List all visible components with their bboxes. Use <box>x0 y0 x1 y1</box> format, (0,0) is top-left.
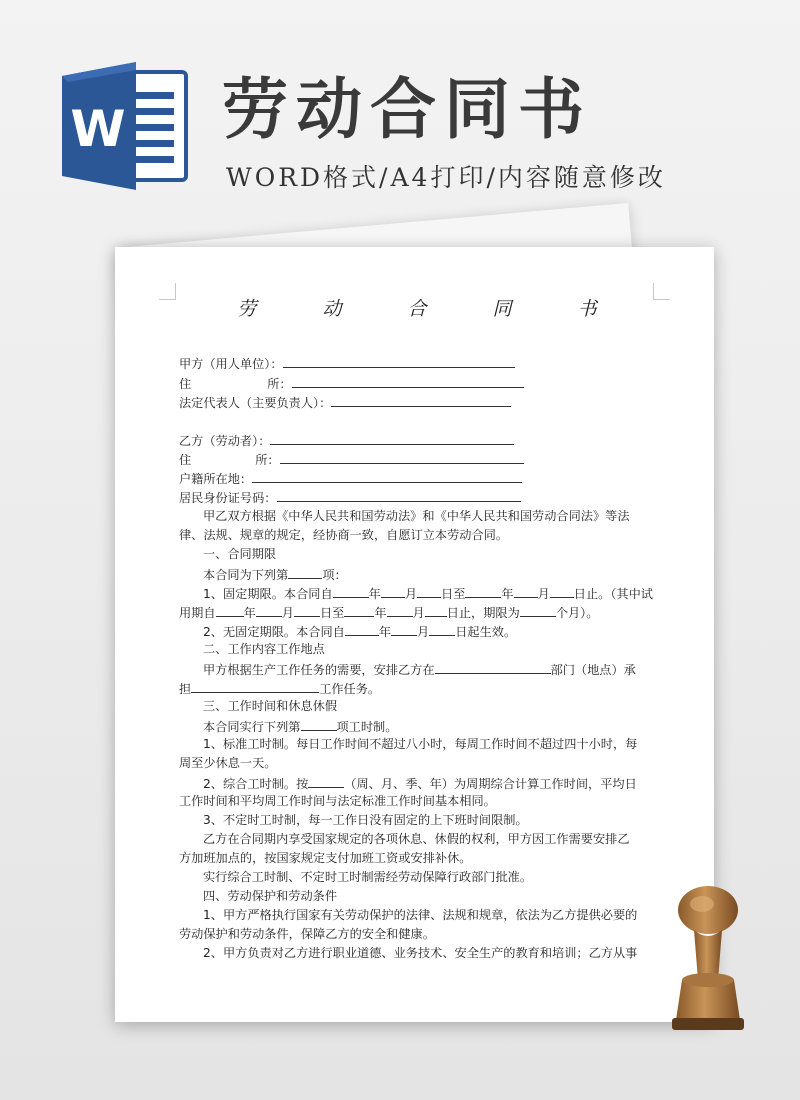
section-4-heading: 四、劳动保护和劳动条件 <box>203 889 338 903</box>
party-a-rep-field[interactable] <box>331 392 511 407</box>
month-label: 月 <box>412 606 425 620</box>
party-b-id-field[interactable] <box>277 487 521 502</box>
probation-start-day-field[interactable] <box>294 602 320 617</box>
s3-approval-line: 实行综合工时制、不定时工时制需经劳动保障行政部门批准。 <box>203 870 533 884</box>
party-b-id-label: 居民身份证号码： <box>179 491 277 505</box>
s2-text-b: 部门（地点）承 <box>550 663 636 677</box>
year-label: 年 <box>368 587 381 601</box>
section-3-heading: 三、工作时间和休息休假 <box>203 699 338 713</box>
document-page <box>115 247 714 1022</box>
probation-end-year-field[interactable] <box>344 602 374 617</box>
probation-months-field[interactable] <box>520 602 556 617</box>
start-year-field[interactable] <box>333 583 369 598</box>
s1-choice-text: 本合同为下列第 <box>203 568 289 582</box>
s1-open-text: 2、无固定期限。本合同自 <box>203 625 345 639</box>
party-b-address-label-2: 所： <box>255 453 280 467</box>
party-a-name-line <box>179 353 515 372</box>
s3-choice-field[interactable] <box>301 716 337 731</box>
banner-subtitle: WORD格式/A4打印/内容随意修改 <box>226 163 666 192</box>
margin-corner-mark <box>653 283 670 300</box>
section-2-heading: 二、工作内容工作地点 <box>203 642 325 656</box>
s2-text-a: 甲方根据生产工作任务的需要，安排乙方在 <box>203 663 435 677</box>
margin-corner-mark <box>159 283 176 300</box>
s1-fixed-text: 1、固定期限。本合同自 <box>203 587 333 601</box>
task-field[interactable] <box>191 678 319 693</box>
open-year-field[interactable] <box>345 621 379 636</box>
cycle-field[interactable] <box>308 773 344 788</box>
party-a-address-label: 住 <box>179 377 192 391</box>
party-b-id-line <box>179 487 521 506</box>
section-1-heading: 一、合同期限 <box>203 547 277 561</box>
s3-choice-line <box>179 716 397 735</box>
party-b-name-line <box>179 430 514 449</box>
s1-open-suffix: 日起生效。 <box>455 625 517 639</box>
month-label: 月 <box>417 625 430 639</box>
probation-end-day-field[interactable] <box>425 602 447 617</box>
s3-flexible-line: 3、不定时工时制，每一工作日没有固定的上下班时间限制。 <box>203 813 528 827</box>
word-logo-letter: W <box>70 100 126 158</box>
s2-line-2 <box>179 678 380 697</box>
party-a-address-label-2: 所： <box>267 377 292 391</box>
banner-title: 劳动合同书 <box>222 71 592 148</box>
open-day-field[interactable] <box>429 621 455 636</box>
end-month-field[interactable] <box>514 583 538 598</box>
s2-line-1 <box>179 659 636 678</box>
party-b-hukou-label: 户籍所在地： <box>179 472 253 486</box>
day-to-label: 日至 <box>441 587 466 601</box>
s4-p1-line-1: 1、甲方严格执行国家有关劳动保护的法律、法规和规章，依法为乙方提供必要的 <box>203 908 638 922</box>
intro-line-2: 律、法规、规章的规定，经协商一致，自愿订立本劳动合同。 <box>179 528 509 542</box>
probation-start-month-field[interactable] <box>256 602 282 617</box>
s3-standard-line-2: 周至少休息一天。 <box>179 756 277 770</box>
party-a-name-label: 甲方（用人单位）： <box>179 357 283 371</box>
open-month-field[interactable] <box>391 621 417 636</box>
party-a-address-field[interactable] <box>292 373 524 388</box>
word-logo-icon <box>62 62 190 190</box>
probation-term-text: 日止，期限为 <box>446 606 520 620</box>
s3-choice-text: 本合同实行下列第 <box>203 720 301 734</box>
document-title: 劳 动 合 同 书 <box>237 298 627 320</box>
s3-standard-line-1: 1、标准工时制。每日工作时间不超过八小时，每周工作时间不超过四十小时，每 <box>203 737 638 751</box>
day-end-label: 日止。（其中试 <box>573 587 653 601</box>
probation-end-month-field[interactable] <box>387 602 413 617</box>
year-label: 年 <box>243 606 256 620</box>
s3-choice-suffix: 项工时制。 <box>336 720 398 734</box>
party-b-name-field[interactable] <box>270 430 514 445</box>
s1-choice-field[interactable] <box>288 564 322 579</box>
s3-rest-line-1: 乙方在合同期内享受国家规定的各项休息、休假的权利，甲方因工作需要安排乙 <box>203 832 630 846</box>
end-day-field[interactable] <box>550 583 574 598</box>
party-b-address-label: 住 <box>179 453 192 467</box>
s2-text-c: 担 <box>179 682 192 696</box>
probation-text: 用期自 <box>179 606 216 620</box>
month-label: 月 <box>281 606 294 620</box>
party-b-address-field[interactable] <box>280 449 524 464</box>
s3-comprehensive-line-1 <box>179 773 637 792</box>
intro-line-1: 甲乙双方根据《中华人民共和国劳动法》和《中华人民共和国劳动合同法》等法 <box>203 509 630 523</box>
s2-text-d: 工作任务。 <box>319 682 381 696</box>
department-field[interactable] <box>435 659 551 674</box>
party-b-hukou-field[interactable] <box>252 468 522 483</box>
month-label: 月 <box>404 587 418 601</box>
party-a-rep-line <box>179 392 511 411</box>
wooden-stamp-icon <box>652 880 762 1040</box>
start-day-field[interactable] <box>417 583 441 598</box>
party-b-hukou-line <box>179 468 522 487</box>
s1-fixed-line-2 <box>179 602 598 621</box>
party-a-address-line <box>179 373 524 392</box>
s4-p1-line-2: 劳动保护和劳动条件，保障乙方的安全和健康。 <box>179 927 435 941</box>
year-label: 年 <box>501 587 514 601</box>
s4-p2-line-1: 2、甲方负责对乙方进行职业道德、业务技术、安全生产的教育和培训；乙方从事 <box>203 946 638 960</box>
party-b-name-label: 乙方（劳动者）： <box>179 434 271 448</box>
day-to-label: 日至 <box>319 606 345 620</box>
s1-choice-suffix: 项： <box>322 568 347 582</box>
s3-rest-line-2: 方加班加点的，按国家规定支付加班工资或安排补休。 <box>179 851 472 865</box>
year-label: 年 <box>374 606 387 620</box>
year-label: 年 <box>378 625 392 639</box>
party-a-rep-label: 法定代表人（主要负责人）： <box>179 396 332 410</box>
end-year-field[interactable] <box>465 583 501 598</box>
s3-comp-text-b: （周、月、季、年）为周期综合计算工作时间，平均日 <box>344 777 637 791</box>
month-label: 月 <box>537 587 550 601</box>
start-month-field[interactable] <box>381 583 405 598</box>
s1-fixed-line-1 <box>179 583 653 602</box>
s1-open-line <box>179 621 516 640</box>
s3-comprehensive-line-2: 工作时间和平均周工作时间与法定标准工作时间基本相同。 <box>179 794 496 808</box>
probation-start-year-field[interactable] <box>216 602 244 617</box>
party-a-name-field[interactable] <box>283 353 515 368</box>
s1-choice-line <box>179 564 347 583</box>
party-b-address-line <box>179 449 524 468</box>
probation-months-suffix: 个月）。 <box>555 606 599 620</box>
s3-comp-text-a: 2、综合工时制。按 <box>203 777 309 791</box>
